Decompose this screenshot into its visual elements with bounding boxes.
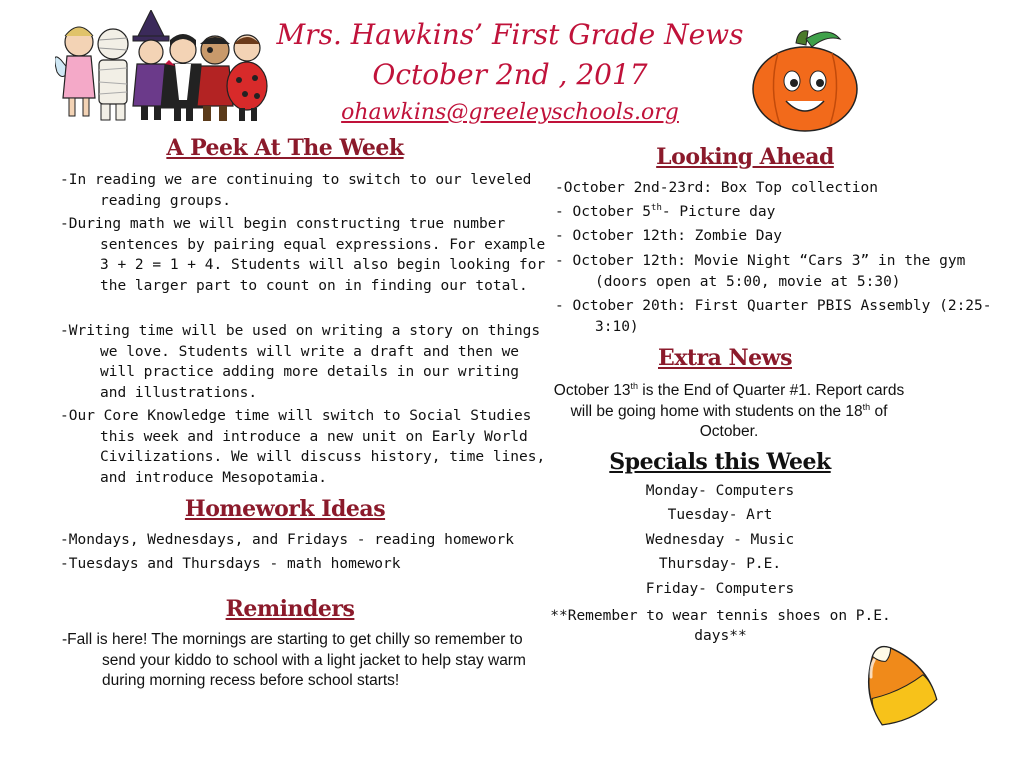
reminders-heading: Reminders bbox=[225, 596, 355, 622]
peek-item: -In reading we are continuing to switch to our leveled reading groups. bbox=[60, 172, 532, 209]
email-text[interactable]: ohawkins@greeleyschools.org bbox=[341, 100, 679, 125]
specials-day: Tuesday- Art bbox=[667, 507, 773, 523]
looking-ahead-item: - October 20th: First Quarter PBIS Assembly (2:25-3:10) bbox=[555, 298, 992, 335]
specials-day: Wednesday - Music bbox=[645, 532, 795, 548]
looking-ahead-item: - October 5th- Picture day bbox=[555, 203, 776, 220]
smiling-pumpkin-illustration bbox=[748, 25, 863, 135]
peek-item: -During math we will begin constructing true number sentences by pairing equal expressions. For example 3 + 2 = 1 + 4. Students will also begin looking for the larger part to count on in finding our total. bbox=[60, 216, 546, 294]
peek-item: -Our Core Knowledge time will switch to Social Studies this week and introduce a new unit on Early World Civilizations. We will discuss history, time lines, and introduce Mesopotamia. bbox=[60, 408, 546, 486]
looking-ahead-heading: Looking Ahead bbox=[656, 144, 834, 170]
specials-day: Thursday- P.E. bbox=[658, 556, 782, 572]
specials-note: **Remember to wear tennis shoes on P.E. days** bbox=[550, 608, 891, 644]
peek-heading: A Peek At The Week bbox=[166, 135, 404, 161]
newsletter-title: Mrs. Hawkins’ First Grade News bbox=[276, 18, 744, 51]
reminders-text: -Fall is here! The mornings are starting to get chilly so remember to send your kiddo to school with a light jacket to help stay warm during morning recess before school starts! bbox=[62, 631, 526, 689]
homework-item: -Tuesdays and Thursdays - math homework bbox=[60, 556, 401, 572]
costumed-kids-illustration bbox=[55, 10, 270, 128]
looking-ahead-item: - October 12th: Zombie Day bbox=[555, 228, 782, 244]
homework-heading: Homework Ideas bbox=[184, 496, 386, 522]
looking-ahead-item: - October 12th: Movie Night “Cars 3” in the gym (doors open at 5:00, movie at 5:30) bbox=[555, 253, 966, 290]
email-link[interactable] bbox=[240, 100, 780, 125]
extra-news-text: October 13th is the End of Quarter #1. Report cards will be going home with students on the 18th of October. bbox=[553, 380, 905, 440]
homework-item: -Mondays, Wednesdays, and Fridays - reading homework bbox=[60, 532, 514, 548]
peek-item: -Writing time will be used on writing a story on things we love. Students will write a draft and then we will practice adding more details in our writing and illustrations. bbox=[60, 323, 541, 401]
looking-ahead-item: -October 2nd-23rd: Box Top collection bbox=[555, 180, 879, 196]
extra-news-heading: Extra News bbox=[658, 345, 792, 371]
specials-day: Friday- Computers bbox=[645, 581, 795, 597]
specials-heading: Specials this Week bbox=[609, 449, 831, 475]
newsletter-date: October 2nd , 2017 bbox=[372, 58, 648, 91]
candy-corn-illustration bbox=[845, 625, 955, 730]
specials-day: Monday- Computers bbox=[645, 483, 795, 499]
